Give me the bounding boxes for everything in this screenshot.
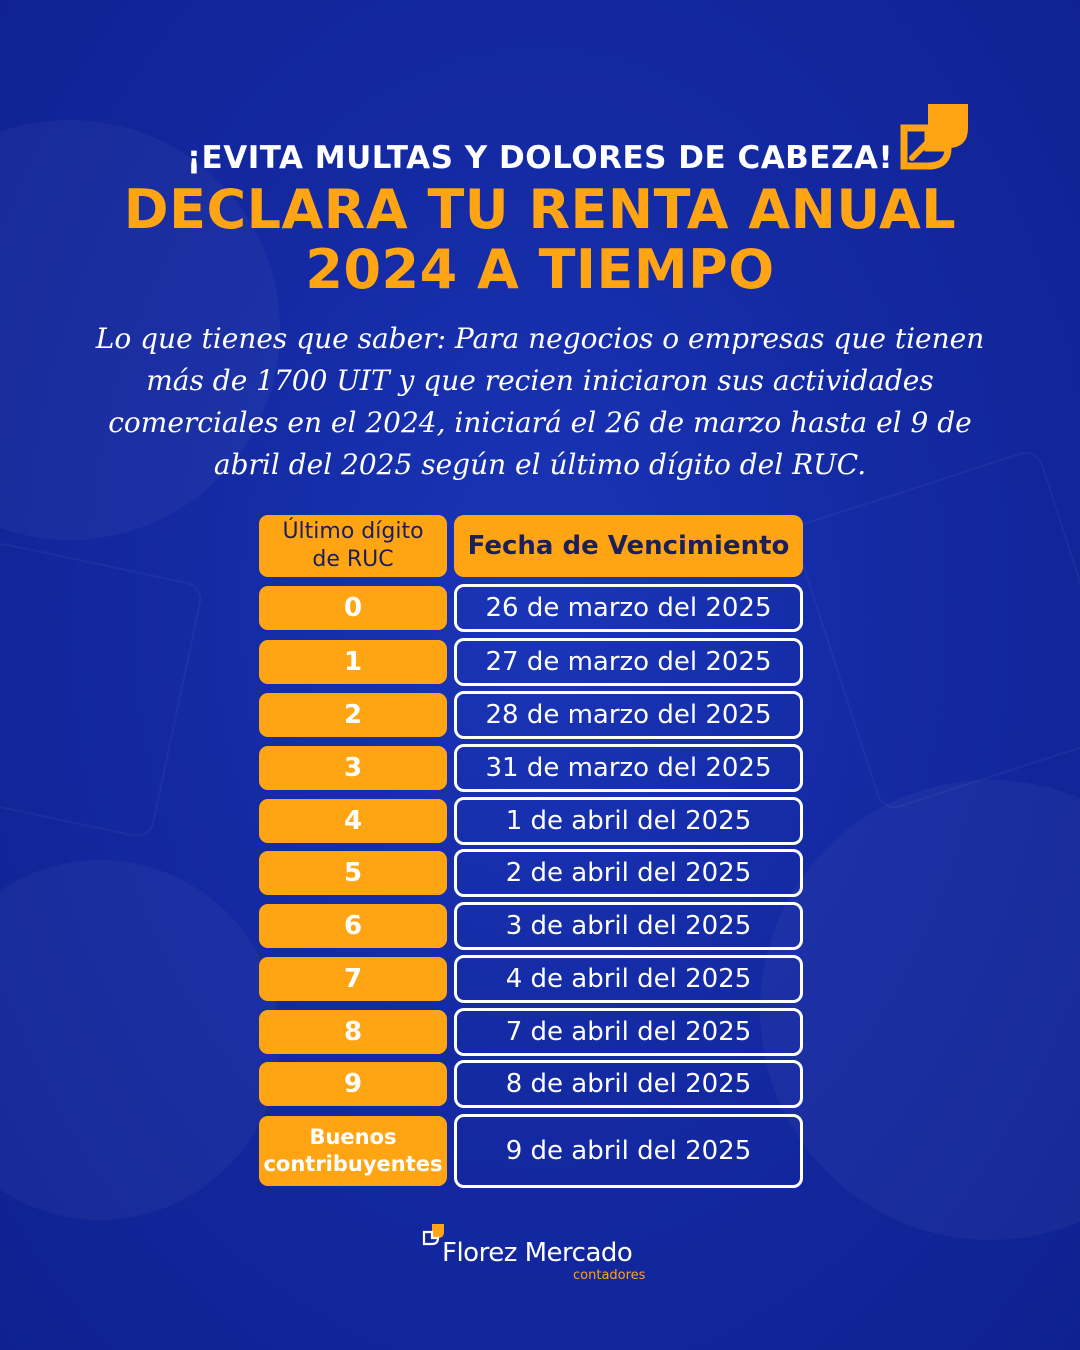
intro-paragraph: Lo que tienes que saber: Para negocios o empresas que tienen más de 1700 UIT y que recien iniciaron sus actividades comerciales en el 2024, iniciará el 26 de marzo hasta el 9 de abril del 2025 según el último dígito del RUC. [95,322,985,481]
brand-subtitle: contadores [573,1268,646,1283]
ruc-digit-cell: 0 [259,586,447,630]
ruc-digit-cell: 1 [259,640,447,684]
table-row [259,904,804,948]
table-row [259,1010,804,1054]
leaf-icon [898,98,972,172]
ruc-digit-cell: 7 [259,957,447,1001]
ruc-digit-cell: 4 [259,799,447,843]
due-date-cell: 8 de abril del 2025 [454,1060,803,1108]
table-row [259,640,804,684]
ruc-digit-cell: Buenos contribuyentes [259,1116,447,1186]
deadline-table [259,515,804,1176]
due-date-cell: 26 de marzo del 2025 [454,584,803,632]
tagline: ¡EVITA MULTAS Y DOLORES DE CABEZA! [186,140,894,176]
background-blob [760,780,1080,1240]
table-row [259,746,804,790]
table-row [259,586,804,630]
ruc-digit-cell: 9 [259,1062,447,1106]
due-date-cell: 31 de marzo del 2025 [454,744,803,792]
ruc-digit-cell: 8 [259,1010,447,1054]
background-device [790,447,1080,813]
due-date-cell: 7 de abril del 2025 [454,1008,803,1056]
due-date-cell: 4 de abril del 2025 [454,955,803,1003]
due-date-cell: 28 de marzo del 2025 [454,691,803,739]
table-header-row [259,515,804,577]
page-title [0,180,1080,300]
table-row [259,799,804,843]
background-blob [0,860,280,1220]
title-line-2: 2024 A TIEMPO [305,238,775,301]
ruc-digit-cell: 5 [259,851,447,895]
due-date-cell: 27 de marzo del 2025 [454,638,803,686]
title-line-1: DECLARA TU RENTA ANUAL [123,178,957,241]
background-device [0,540,205,840]
table-row [259,1062,804,1106]
table-row [259,851,804,895]
due-date-cell: 1 de abril del 2025 [454,797,803,845]
due-date-cell: 3 de abril del 2025 [454,902,803,950]
table-row [259,693,804,737]
due-date-cell: 9 de abril del 2025 [454,1114,803,1188]
ruc-digit-cell: 6 [259,904,447,948]
ruc-digit-cell: 2 [259,693,447,737]
footer-logo [420,1222,680,1292]
brand-name: Florez Mercado [442,1238,633,1268]
table-row [259,1116,804,1186]
ruc-digit-cell: 3 [259,746,447,790]
due-date-cell: 2 de abril del 2025 [454,849,803,897]
table-row [259,957,804,1001]
digit-column-header: Último dígito de RUC [259,515,447,577]
date-column-header: Fecha de Vencimiento [454,515,803,577]
